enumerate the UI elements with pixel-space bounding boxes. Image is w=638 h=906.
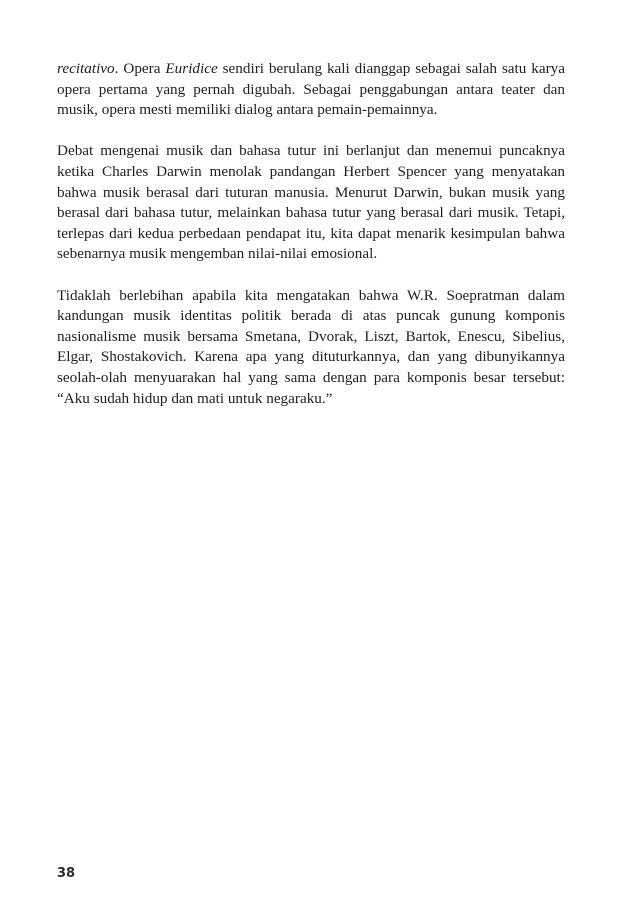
page-number: 38 [57,866,76,881]
page-body [57,59,565,430]
paragraph-1-text-b: sendiri berulang kali dianggap sebagai salah satu karya opera pertama yang pernah digubah. Sebagai penggabungan antara teater dan musik, opera mesti memiliki dialog antara pemain-pemainnya. [57,60,565,119]
italic-title-euridice: Euridice [165,60,218,77]
paragraph-3: Tidaklah berlebihan apabila kita mengatakan bahwa W.R. Soepratman dalam kandungan musik identitas politik berada di atas puncak gunung komponis nasionalisme musik bersama Smetana, Dvorak, Liszt, Bartok, Enescu, Sibelius, Elgar, Shostakovich. Karena apa yang dituturkannya, dan yang dibunyikannya seolah-olah menyuarakan hal yang sama dengan para komponis besar tersebut: “Aku sudah hidup dan mati untuk negaraku.” [57,286,565,407]
paragraph-1 [57,59,565,121]
paragraph-1-text-a: . Opera [114,60,166,77]
italic-term-recitativo: recitativo [57,60,115,77]
paragraph-2: Debat mengenai musik dan bahasa tutur ini berlanjut dan menemui puncaknya ketika Charles Darwin menolak pandangan Herbert Spencer yang menyatakan bahwa musik berasal dari tuturan manusia. Menurut Darwin, bukan musik yang berasal dari bahasa tutur, melainkan bahasa tutur yang berasal dari musik. Tetapi, terlepas dari kedua perbedaan pendapat itu, kita dapat menarik kesimpulan bahwa sebenarnya musik mengemban nilai-nilai emosional. [57,142,565,263]
